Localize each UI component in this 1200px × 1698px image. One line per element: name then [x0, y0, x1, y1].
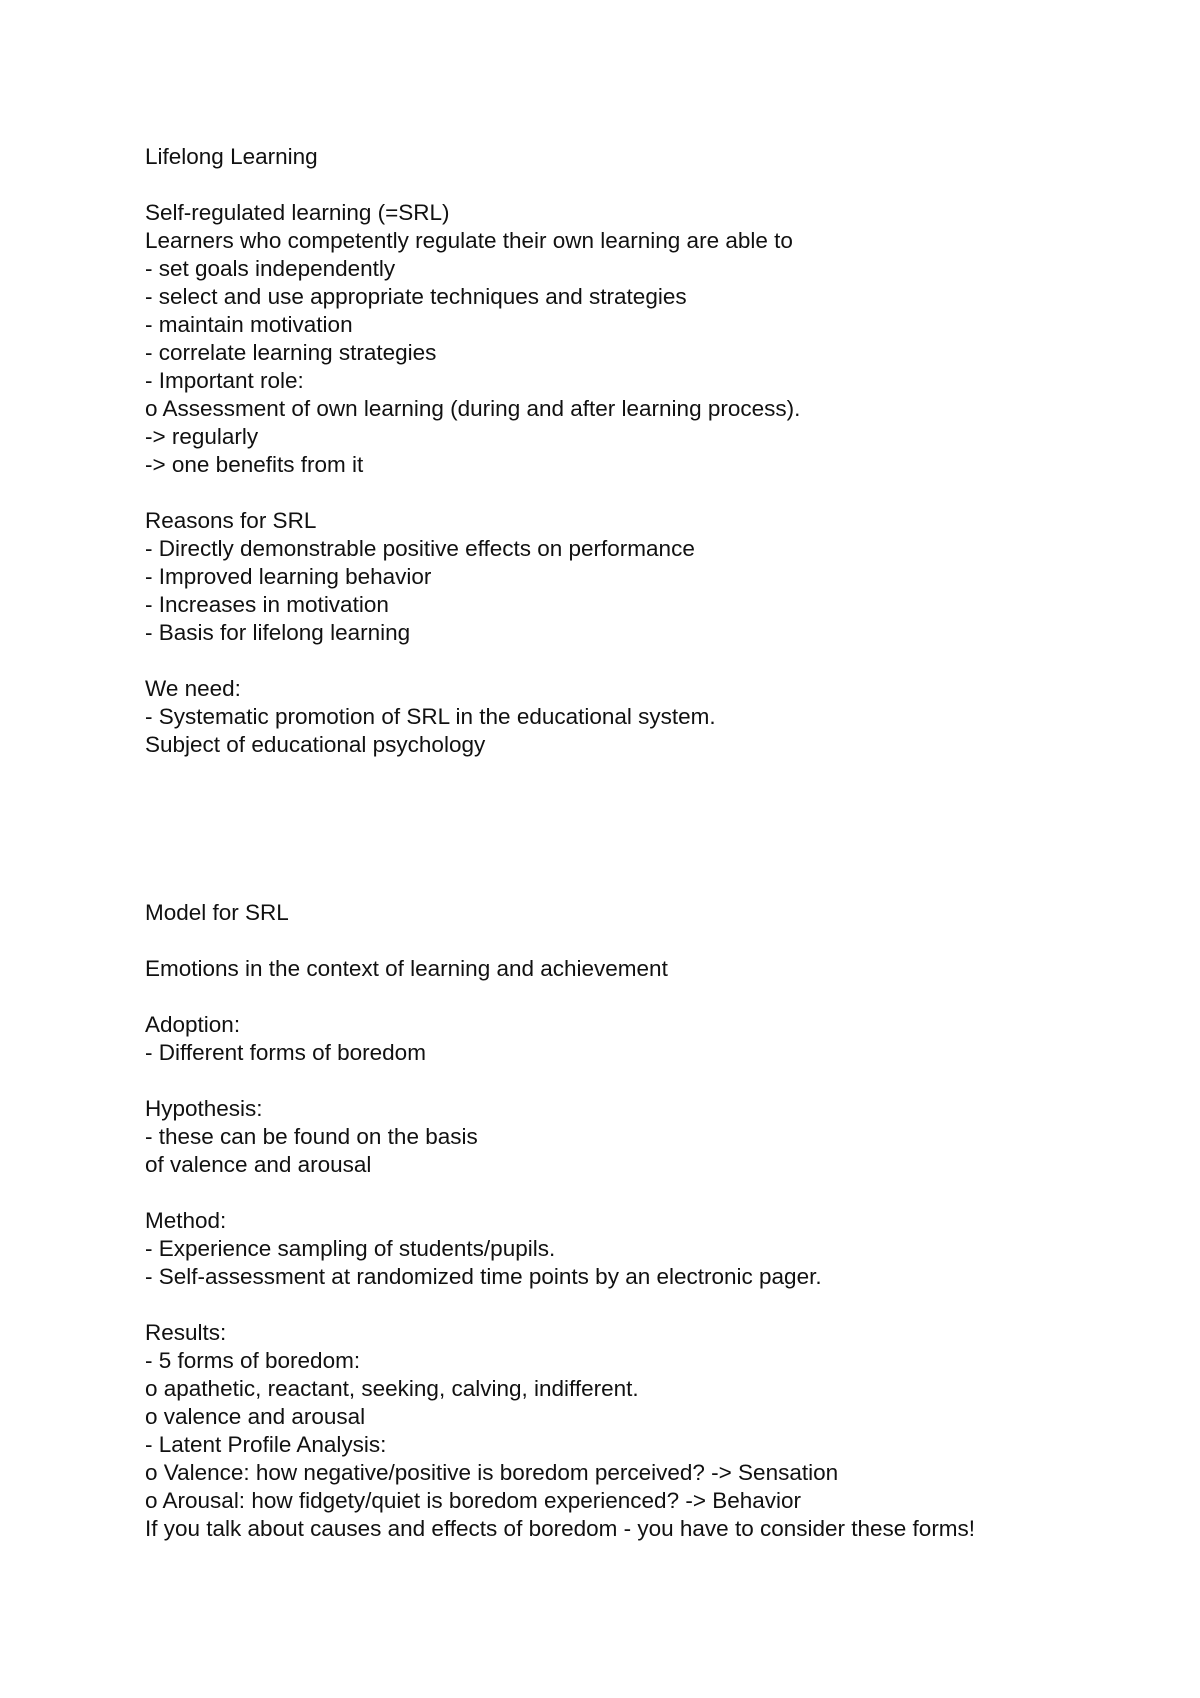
reasons-item: - Basis for lifelong learning [145, 620, 411, 645]
adoption-heading: Adoption: [145, 1012, 241, 1037]
spacer [145, 1067, 1145, 1095]
spacer [145, 759, 1145, 871]
results-item: o Valence: how negative/positive is boredom perceived? -> Sensation [145, 1460, 839, 1485]
results-item: o valence and arousal [145, 1404, 366, 1429]
results-section [145, 1319, 1145, 1543]
spacer [145, 479, 1145, 507]
method-item: - Self-assessment at randomized time points by an electronic pager. [145, 1264, 822, 1289]
spacer [145, 1179, 1145, 1207]
emotions-heading: Emotions in the context of learning and achievement [145, 956, 668, 981]
adoption-item: - Different forms of boredom [145, 1040, 426, 1065]
srl-item: -> regularly [145, 424, 259, 449]
spacer [145, 927, 1145, 955]
spacer [145, 983, 1145, 1011]
srl-intro: Learners who competently regulate their own learning are able to [145, 228, 793, 253]
need-section [145, 675, 1145, 759]
reasons-section [145, 507, 1145, 647]
method-section [145, 1207, 1145, 1291]
need-item: - Systematic promotion of SRL in the educational system. [145, 704, 716, 729]
results-item: - Latent Profile Analysis: [145, 1432, 387, 1457]
results-item: - 5 forms of boredom: [145, 1348, 361, 1373]
hypothesis-heading: Hypothesis: [145, 1096, 263, 1121]
srl-item: o Assessment of own learning (during and after learning process). [145, 396, 801, 421]
hypothesis-item: of valence and arousal [145, 1152, 372, 1177]
reasons-item: - Improved learning behavior [145, 564, 432, 589]
method-item: - Experience sampling of students/pupils. [145, 1236, 556, 1261]
adoption-section [145, 1011, 1145, 1067]
model-heading: Model for SRL [145, 900, 289, 925]
spacer [145, 1291, 1145, 1319]
document-page [145, 143, 1145, 1543]
reasons-item: - Increases in motivation [145, 592, 389, 617]
reasons-heading: Reasons for SRL [145, 508, 317, 533]
need-item: Subject of educational psychology [145, 732, 486, 757]
srl-heading: Self-regulated learning (=SRL) [145, 200, 450, 225]
hypothesis-item: - these can be found on the basis [145, 1124, 478, 1149]
spacer [145, 647, 1145, 675]
srl-item: - set goals independently [145, 256, 396, 281]
srl-section [145, 199, 1145, 479]
spacer [145, 171, 1145, 199]
reasons-item: - Directly demonstrable positive effects on performance [145, 536, 695, 561]
hypothesis-section [145, 1095, 1145, 1179]
srl-item: - select and use appropriate techniques and strategies [145, 284, 687, 309]
results-heading: Results: [145, 1320, 227, 1345]
srl-item: - maintain motivation [145, 312, 353, 337]
srl-item: - correlate learning strategies [145, 340, 437, 365]
results-item: If you talk about causes and effects of boredom - you have to consider these forms! [145, 1516, 976, 1541]
method-heading: Method: [145, 1208, 227, 1233]
need-heading: We need: [145, 676, 241, 701]
srl-item: - Important role: [145, 368, 304, 393]
spacer [145, 871, 1145, 899]
results-item: o Arousal: how fidgety/quiet is boredom experienced? -> Behavior [145, 1488, 802, 1513]
results-item: o apathetic, reactant, seeking, calving, indifferent. [145, 1376, 639, 1401]
srl-item: -> one benefits from it [145, 452, 364, 477]
document-title: Lifelong Learning [145, 144, 318, 169]
